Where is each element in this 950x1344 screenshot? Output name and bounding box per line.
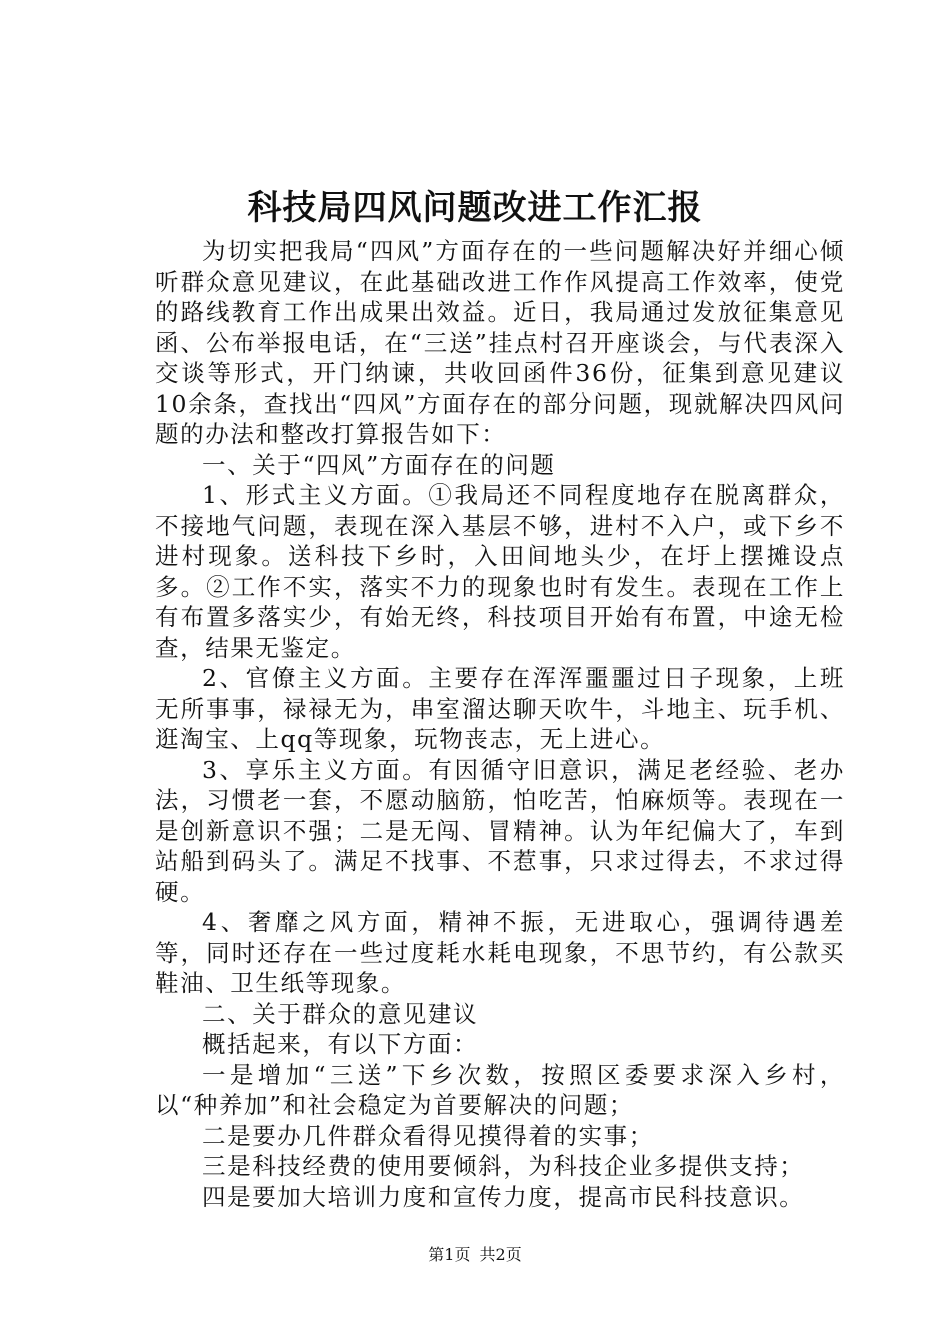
intro-paragraph: 为切实把我局“四风”方面存在的一些问题解决好并细心倾听群众意见建议，在此基础改进工作作风提高工作效率，使党的路线教育工作出成果出效益。近日，我局通过发放征集意见函、公布举报电话，在“三送”挂点村召开座谈会，与代表深入交谈等形式，开门纳谏，共收回函件36份，征集到意见建议10余条，查找出“四风”方面存在的部分问题，现就解决四风问题的办法和整改打算报告如下： xyxy=(155,237,845,448)
problem-formalism-paragraph: 1、形式主义方面。①我局还不同程度地存在脱离群众，不接地气问题，表现在深入基层不够，进村不入户，或下乡不进村现象。送科技下乡时，入田间地头少，在圩上摆摊设点多。②工作不实，落实不力的现象也时有发生。表现在工作上有布置多落实少，有始无终，科技项目开始有布置，中途无检查，结果无鉴定。 xyxy=(155,481,845,662)
problem-bureaucratism-paragraph: 2、官僚主义方面。主要存在浑浑噩噩过日子现象，上班无所事事，禄禄无为，串室溜达聊天吹牛，斗地主、玩手机、逛淘宝、上qq等现象，玩物丧志，无上进心。 xyxy=(155,664,845,753)
section-heading-1: 一、关于“四风”方面存在的问题 xyxy=(202,450,556,479)
suggestion-4-paragraph: 四是要加大培训力度和宣传力度，提高市民科技意识。 xyxy=(202,1182,805,1211)
suggestion-3-paragraph: 三是科技经费的使用要倾斜，为科技企业多提供支持； xyxy=(202,1152,805,1180)
summary-paragraph: 概括起来，有以下方面： xyxy=(202,1030,479,1058)
document-title: 科技局四风问题改进工作汇报 xyxy=(247,188,703,228)
section-heading-2: 二、关于群众的意见建议 xyxy=(202,999,479,1028)
problem-extravagance-paragraph: 4、奢靡之风方面，精神不振，无进取心，强调待遇差等，同时还存在一些过度耗水耗电现象，不思节约，有公款买鞋油、卫生纸等现象。 xyxy=(155,908,845,997)
document-body xyxy=(155,236,845,1212)
suggestion-2-paragraph: 二是要办几件群众看得见摸得着的实事； xyxy=(202,1121,654,1150)
suggestion-1-paragraph: 一是增加“三送”下乡次数，按照区委要求深入乡村，以“种养加”和社会稳定为首要解决的问题； xyxy=(155,1060,845,1119)
problem-hedonism-paragraph: 3、享乐主义方面。有因循守旧意识，满足老经验、老办法，习惯老一套，不愿动脑筋，怕吃苦，怕麻烦等。表现在一是创新意识不强；二是无闯、冒精神。认为年纪偏大了，车到站船到码头了。满足不找事、不惹事，只求过得去，不求过得硬。 xyxy=(155,755,845,906)
page-number-footer: 第1页 共2页 xyxy=(428,1245,522,1264)
